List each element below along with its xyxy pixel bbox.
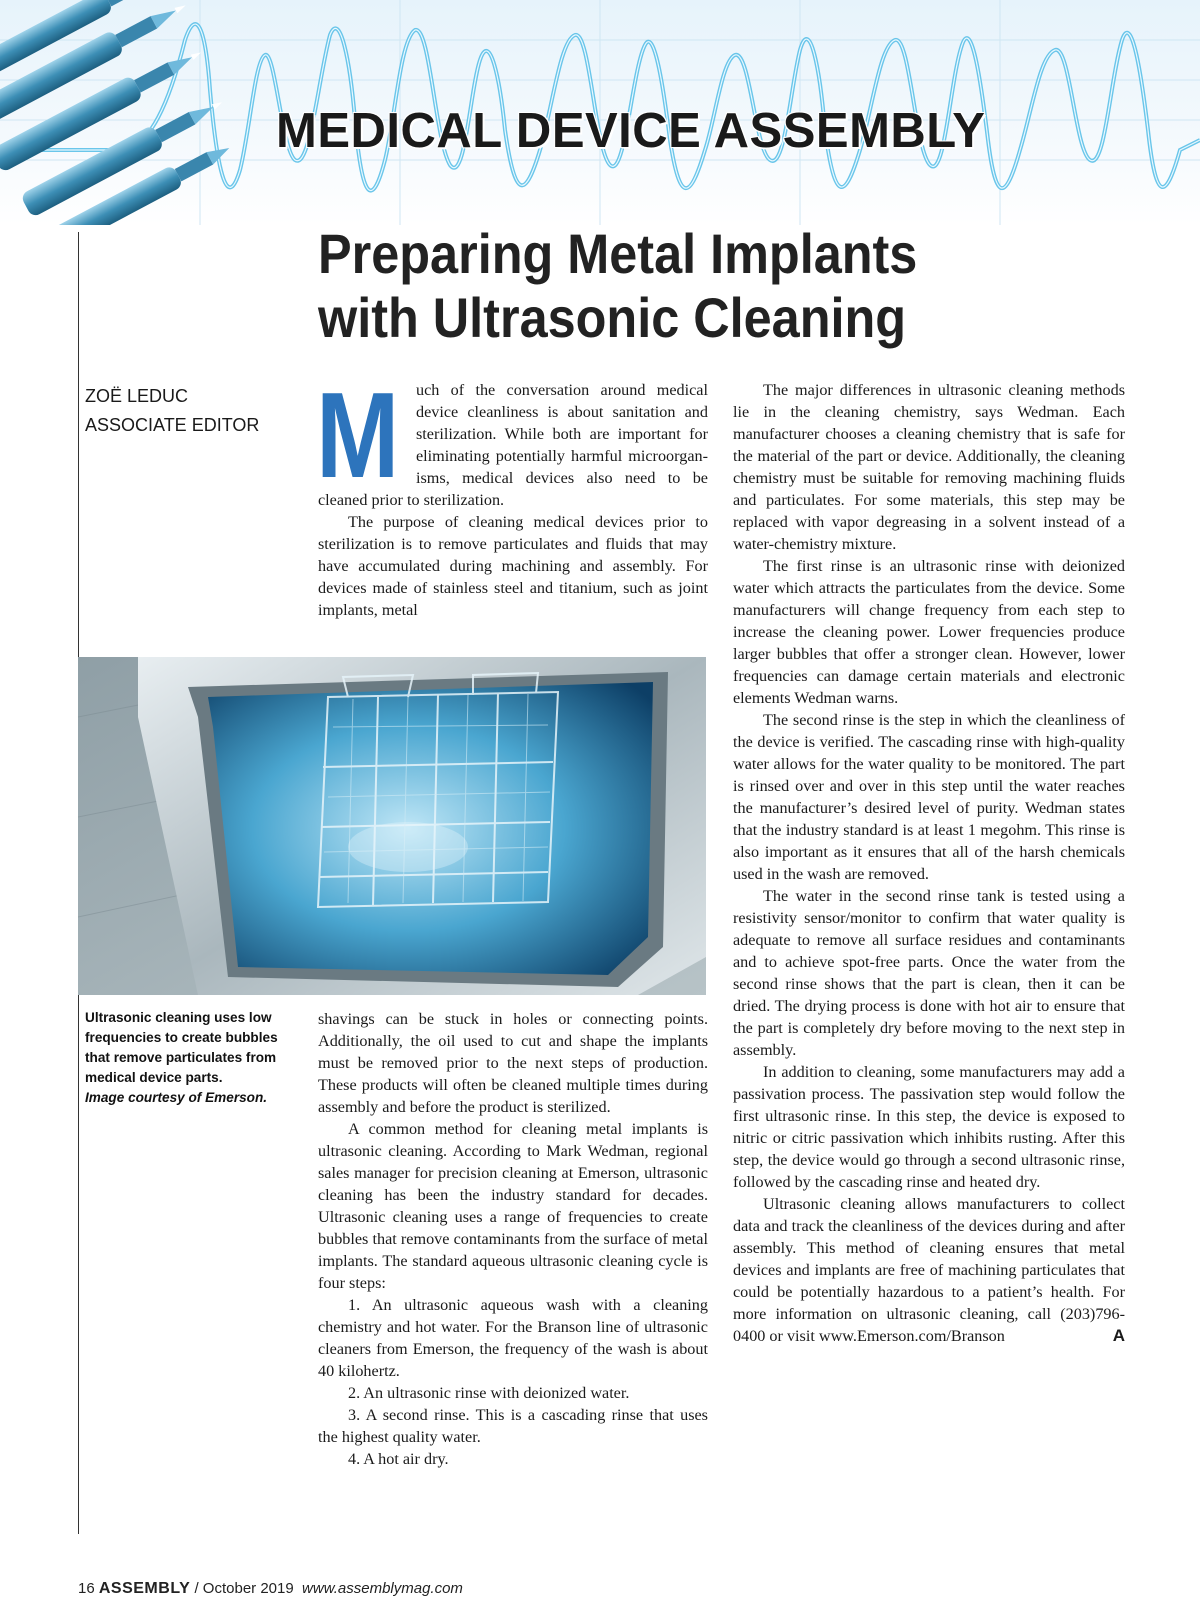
caption-credit: Image courtesy of Emerson. [85,1090,268,1105]
article-headline [318,222,1092,350]
author-title: ASSOCIATE EDITOR [85,415,260,435]
website-url: www.assemblymag.com [302,1580,463,1597]
author-name: ZOË LEDUC [85,386,189,406]
paragraph: The water in the second rinse tank is tested using a resistivity sensor/monitor to confirm that water quality is adequate to remove all surface residues and contaminants and to achieve spot-free parts. Once the water from the second rinse shows that the part is clean, then it can be dried. The drying process is done with hot air to ensure that the part is completely dry before moving to the next step in assembly. [733,887,1125,1059]
paragraph [733,1193,1125,1347]
article-column-2 [733,379,1125,1347]
paragraph: The first rinse is an ultrasonic rinse with deionized water which attracts the particulates from the device. Some manufacturers will change frequency from each step to increase the cleaning power. Lower frequencies produce larger bubbles that offer a stronger clean. However, lower frequencies can damage certain materials and electronic elements Wedman warns. [733,557,1125,707]
closing-text: Ultrasonic cleaning allows manufacturers to collect data and track the cleanliness of the devices during and after assembly. This method of cleaning ensures that metal devices and implants are free of machining particulates that could be potentially hazardous to a patient’s health. For more information on ultrasonic cleaning, call (203)796-0400 or visit www.Emerson.com/Branson [733,1195,1125,1345]
paragraph: The major differences in ultrasonic cleaning methods lie in the cleaning chemistry, says Wedman. Each manufacturer chooses a cleaning chemistry that is safe for the material of the part or device. Additionally, the cleaning chemistry must be suitable for removing machining fluids and particulates. For some materials, this step may be replaced with vapor degreasing in a solvent instead of a water-chemistry mixture. [733,381,1125,553]
list-item: 4. A hot air dry. [348,1450,449,1468]
list-item: 3. A second rinse. This is a cascading rinse that uses the highest quality water. [318,1406,708,1446]
issue-date: / October 2019 [194,1580,294,1597]
paragraph: The purpose of cleaning medical devices prior to sterilization is to remove particulates and fluids that may have accumulated during machining and assembly. For devices made of stainless steel and titanium, such as joint implants, metal [318,513,708,619]
page-number: 16 [78,1580,95,1597]
header-banner [0,0,1200,225]
list-item: 1. An ultrasonic aqueous wash with a cleaning chemistry and hot water. For the Branson line of ultrasonic cleaners from Emerson, the frequency of the wash is about 40 kilohertz. [318,1296,708,1380]
byline [85,382,295,440]
headline-line-2: with Ultrasonic Cleaning [318,286,907,349]
article-column-1-top [316,367,708,621]
paragraph: The second rinse is the step in which the cleanliness of the device is verified. The cascading rinse with high-quality water allows for the water quality to be monitored. The part is rinsed over and over in this step until the water reaches the manufacturer’s desired level of purity. Wedman states that the industry standard is at least 1 megohm. This rinse is also important as it ensures that all of the harsh chemicals used in the wash are removed. [733,711,1125,883]
paragraph: A common method for cleaning metal implants is ultrasonic cleaning. According to Mark Wedman, regional sales manager for precision cleaning at Emerson, ultrasonic cleaning has been the industry standard for decades. Ultrasonic cleaning uses a range of frequencies to create bubbles that remove contaminants from the surface of metal implants. The standard aqueous ultrasonic cleaning cycle is four steps: [318,1120,708,1292]
intro-text: uch of the conversation around medical device cleanliness is about sanitation and sterilization. While both are important for eliminating potentially harmful microorganisms, medical devices also need to be cleaned prior to sterilization. [318,381,708,509]
intro-paragraph [316,367,708,511]
photo-caption [85,1008,303,1108]
caption-text: Ultrasonic cleaning uses low frequencies to create bubbles that remove particulates from medical device parts. [85,1010,278,1085]
headline-line-1: Preparing Metal Implants [318,222,918,285]
magazine-name: ASSEMBLY [98,1580,191,1597]
photo-illustration [78,657,706,995]
list-item: 2. An ultrasonic rinse with deionized water. [348,1384,630,1402]
article-column-1-bottom [318,1008,708,1470]
end-mark: A [1112,1326,1125,1345]
page-footer [78,1580,878,1598]
paragraph: shavings can be stuck in holes or connecting points. Additionally, the oil used to cut and shape the implants must be removed prior to the next steps of production. These products will often be cleaned multiple times during assembly and before the product is sterilized. [318,1010,708,1116]
paragraph: In addition to cleaning, some manufacturers may add a passivation process. The passivation step would follow the first ultrasonic rinse. In this step, the device is exposed to nitric or citric passivation which inhibits rusting. After this step, the device would go through a second ultrasonic rinse, followed by the cascading rinse and heated dry. [733,1063,1125,1191]
section-title: MEDICAL DEVICE ASSEMBLY [276,104,986,158]
ultrasonic-cleaner-photo [78,657,706,995]
drop-cap: M [316,367,400,503]
